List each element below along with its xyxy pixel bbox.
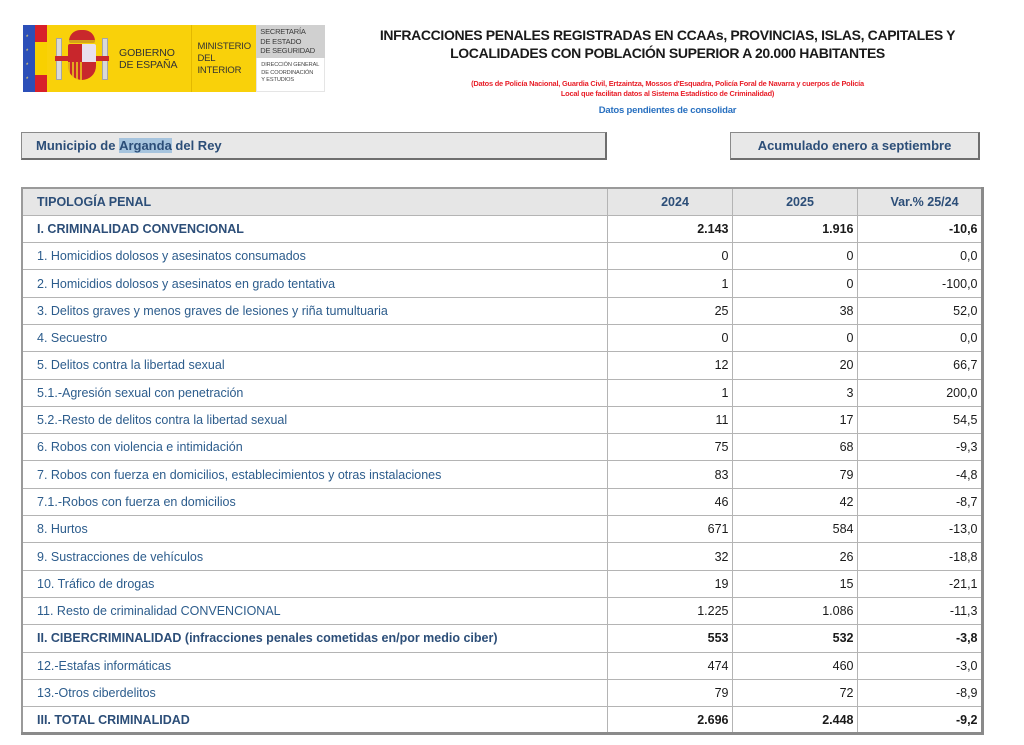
value-variation: -9,3 <box>857 434 982 461</box>
table-row <box>22 516 982 543</box>
row-label: 13.-Otros ciberdelitos <box>22 679 607 706</box>
table-row <box>22 406 982 433</box>
table-row <box>22 215 982 242</box>
row-label: 6. Robos con violencia e intimidación <box>22 434 607 461</box>
row-label: 11. Resto de criminalidad CONVENCIONAL <box>22 597 607 624</box>
header-tipologia: TIPOLOGÍA PENAL <box>22 188 607 215</box>
value-2025: 3 <box>732 379 857 406</box>
value-variation: -18,8 <box>857 543 982 570</box>
municipality-prefix: Municipio de <box>36 138 120 153</box>
table-row <box>22 352 982 379</box>
header-2024: 2024 <box>607 188 732 215</box>
municipality-highlighted-text[interactable]: Arganda <box>119 138 172 153</box>
value-2024: 79 <box>607 679 732 706</box>
row-label: 5.1.-Agresión sexual con penetración <box>22 379 607 406</box>
star-icon: * <box>26 35 29 41</box>
value-variation: -8,9 <box>857 679 982 706</box>
value-2024: 0 <box>607 243 732 270</box>
value-2024: 2.696 <box>607 707 732 734</box>
row-label: 7. Robos con fuerza en domicilios, establecimientos y otras instalaciones <box>22 461 607 488</box>
value-variation: 52,0 <box>857 297 982 324</box>
data-sources-note: (Datos de Policía Nacional, Guardia Civil, Ertzaintza, Mossos d'Esquadra, Policía Foral de Navarra y cuerpos de Policía Local que facilitan datos al Sistema Estadístico de Criminalidad) <box>471 79 864 98</box>
table-row <box>22 488 982 515</box>
table-row <box>22 679 982 706</box>
row-label: 4. Secuestro <box>22 324 607 351</box>
secretaria-label: SECRETARÍA DE ESTADO DE SEGURIDAD <box>256 25 325 58</box>
row-label: 3. Delitos graves y menos graves de lesiones y riña tumultuaria <box>22 297 607 324</box>
row-label: 5.2.-Resto de delitos contra la libertad sexual <box>22 406 607 433</box>
row-label: I. CRIMINALIDAD CONVENCIONAL <box>22 215 607 242</box>
table-row <box>22 570 982 597</box>
row-label: 8. Hurtos <box>22 516 607 543</box>
row-label: 10. Tráfico de drogas <box>22 570 607 597</box>
table-row <box>22 297 982 324</box>
value-2025: 2.448 <box>732 707 857 734</box>
value-2024: 19 <box>607 570 732 597</box>
flag-icon <box>23 25 47 92</box>
value-2024: 1 <box>607 379 732 406</box>
value-variation: -13,0 <box>857 516 982 543</box>
pending-consolidation-note: Datos pendientes de consolidar <box>598 105 737 116</box>
row-label: 7.1.-Robos con fuerza en domicilios <box>22 488 607 515</box>
value-2025: 460 <box>732 652 857 679</box>
row-label: II. CIBERCRIMINALIDAD (infracciones penales cometidas en/por medio ciber) <box>22 625 607 652</box>
value-2024: 1.225 <box>607 597 732 624</box>
value-2024: 11 <box>607 406 732 433</box>
table-row <box>22 434 982 461</box>
period-box: Acumulado enero a septiembre <box>730 132 980 160</box>
value-2025: 38 <box>732 297 857 324</box>
ministerio-block <box>192 25 256 92</box>
gobierno-label: GOBIERNO DE ESPAÑA <box>119 46 178 71</box>
direccion-label: DIRECCIÓN GENERAL DE COORDINACIÓN Y ESTUDIOS <box>256 58 325 92</box>
value-2024: 671 <box>607 516 732 543</box>
value-variation: 0,0 <box>857 324 982 351</box>
value-2024: 25 <box>607 297 732 324</box>
row-label: 2. Homicidios dolosos y asesinatos en grado tentativa <box>22 270 607 297</box>
value-variation: -8,7 <box>857 488 982 515</box>
secretaria-block <box>256 25 325 92</box>
value-2025: 20 <box>732 352 857 379</box>
value-2025: 17 <box>732 406 857 433</box>
row-label: 1. Homicidios dolosos y asesinatos consumados <box>22 243 607 270</box>
table-header-row <box>22 188 982 215</box>
value-variation: -3,8 <box>857 625 982 652</box>
eu-flag-icon <box>23 25 35 92</box>
row-label: 9. Sustracciones de vehículos <box>22 543 607 570</box>
value-2025: 0 <box>732 270 857 297</box>
value-2024: 32 <box>607 543 732 570</box>
header-2025: 2025 <box>732 188 857 215</box>
value-variation: 0,0 <box>857 243 982 270</box>
gobierno-block <box>47 25 191 92</box>
value-2025: 584 <box>732 516 857 543</box>
value-2025: 0 <box>732 243 857 270</box>
value-variation: -21,1 <box>857 570 982 597</box>
crime-statistics-table <box>21 187 984 735</box>
table-row <box>22 625 982 652</box>
value-variation: 66,7 <box>857 352 982 379</box>
value-2024: 83 <box>607 461 732 488</box>
spain-flag-icon <box>35 25 47 92</box>
value-2024: 553 <box>607 625 732 652</box>
table-row <box>22 707 982 734</box>
row-label: 5. Delitos contra la libertad sexual <box>22 352 607 379</box>
value-variation: 54,5 <box>857 406 982 433</box>
table-row <box>22 543 982 570</box>
value-2025: 1.086 <box>732 597 857 624</box>
municipality-suffix: del Rey <box>171 138 222 153</box>
page-title: INFRACCIONES PENALES REGISTRADAS EN CCAAs, PROVINCIAS, ISLAS, CAPITALES Y LOCALIDADES CON POBLACIÓN SUPERIOR A 20.000 HABITANTES <box>379 27 956 61</box>
value-variation: -100,0 <box>857 270 982 297</box>
table-row <box>22 270 982 297</box>
ministerio-label: MINISTERIO DEL INTERIOR <box>197 40 251 76</box>
municipality-box <box>21 132 607 160</box>
star-icon: * <box>26 63 29 69</box>
value-variation: -10,6 <box>857 215 982 242</box>
value-2024: 2.143 <box>607 215 732 242</box>
government-logo <box>23 25 325 92</box>
row-label: III. TOTAL CRIMINALIDAD <box>22 707 607 734</box>
value-2025: 15 <box>732 570 857 597</box>
value-2025: 42 <box>732 488 857 515</box>
coat-of-arms-icon <box>51 30 113 88</box>
value-variation: 200,0 <box>857 379 982 406</box>
row-label: 12.-Estafas informáticas <box>22 652 607 679</box>
value-2024: 0 <box>607 324 732 351</box>
table-row <box>22 461 982 488</box>
value-2025: 68 <box>732 434 857 461</box>
value-2024: 75 <box>607 434 732 461</box>
table-row <box>22 597 982 624</box>
value-2025: 72 <box>732 679 857 706</box>
value-2025: 1.916 <box>732 215 857 242</box>
value-variation: -4,8 <box>857 461 982 488</box>
value-2024: 1 <box>607 270 732 297</box>
header-variation: Var.% 25/24 <box>857 188 982 215</box>
table-row <box>22 379 982 406</box>
value-variation: -9,2 <box>857 707 982 734</box>
value-2025: 26 <box>732 543 857 570</box>
table-row <box>22 324 982 351</box>
value-2025: 532 <box>732 625 857 652</box>
value-2024: 474 <box>607 652 732 679</box>
value-variation: -11,3 <box>857 597 982 624</box>
value-variation: -3,0 <box>857 652 982 679</box>
value-2024: 12 <box>607 352 732 379</box>
table-row <box>22 243 982 270</box>
value-2025: 0 <box>732 324 857 351</box>
value-2025: 79 <box>732 461 857 488</box>
star-icon: * <box>26 77 29 83</box>
value-2024: 46 <box>607 488 732 515</box>
table-row <box>22 652 982 679</box>
star-icon: * <box>26 49 29 55</box>
